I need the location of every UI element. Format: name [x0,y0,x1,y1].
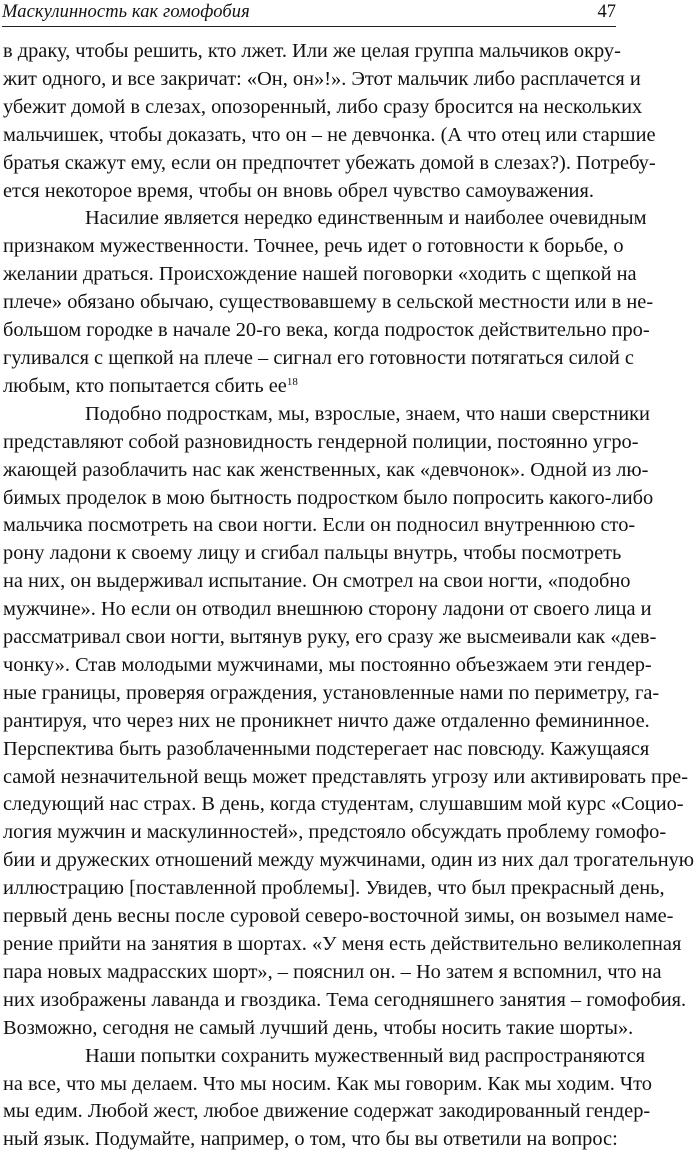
text-line: Подобно подросткам, мы, взрослые, знаем, что наши сверстники [85,402,650,425]
text-line: мужчине». Но если он отводил внешнюю сторону ладони от своего лица и [3,598,652,621]
text-line: братья скажут ему, если он предпочтет убежать домой в слезах?). Потребу- [3,151,656,174]
running-header [2,0,616,27]
text-line: убежит домой в слезах, опозоренный, либо сразу бросится на нескольких [3,95,643,118]
text-line: них изображены лаванда и гвоздика. Тема сегодняшнего занятия – гомофобия. [3,988,687,1011]
text-line: мальчишек, чтобы доказать, что он – не девчонка. (А что отец или старшие [3,123,656,146]
text-line: ный язык. Подумайте, например, о том, что бы вы ответили на вопрос: [3,1128,618,1151]
text-line: бимых проделок в мою бытность подростком было попросить какого-либо [3,486,654,509]
text-line: на все, что мы делаем. Что мы носим. Как мы говорим. Как мы ходим. Что [3,1072,652,1095]
text-line: самой незначительной вещь может представлять угрозу или активировать пре- [3,765,689,788]
text-line: Перспектива быть разоблаченными подстерегает нас повсюду. Кажущаяся [3,737,650,760]
text-line: иллюстрацию [поставленной проблемы]. Увидев, что был прекрасный день, [3,877,665,900]
text-line: Возможно, сегодня не самый лучший день, чтобы носить такие шорты». [3,1016,634,1039]
text-line: чонку». Став молодыми мужчинами, мы постоянно объезжаем эти гендер- [3,653,652,676]
text-line: бии и дружеских отношений между мужчинами, один из них дал трогательную [3,849,694,872]
text-line: следующий нас страх. В день, когда студентам, слушавшим мой курс «Социо- [3,793,684,816]
text-line: мальчика посмотреть на свои ногти. Если он подносил внутреннюю сто- [3,514,636,537]
text-line: в драку, чтобы решить, кто лжет. Или же целая группа мальчиков окру- [3,40,621,62]
text-line-content: любым, кто попытается сбить ее [3,374,287,397]
text-line: рантируя, что через них не проникнет ничто даже отдаленно фемининное. [3,709,650,732]
footnote-ref[interactable]: 18 [286,375,298,388]
text-line: первый день весны после суровой северо-восточной зимы, он возымел наме- [3,905,674,928]
text-line: плече» обязано обычаю, существовавшему в сельской местности или в не- [3,291,654,314]
text-line: рассматривал свои ногти, вытянув руку, его сразу же высмеивали как «дев- [3,626,657,649]
body-text [3,38,694,1154]
text-line: ется некоторое время, чтобы он вновь обрел чувство самоуважения. [3,179,594,202]
text-line: Насилие является нередко единственным и наиболее очевидным [85,207,647,230]
text-line: желании драться. Происхождение нашей поговорки «ходить с щепкой на [3,263,637,286]
text-line: жит одного, и все закричат: «Он, он»!». Этот мальчик либо расплачется и [3,67,641,90]
text-line: гуливался с щепкой на плече – сигнал его готовности потягаться силой с [3,346,634,369]
text-line-with-footnote [3,373,617,401]
text-line: на них, он выдерживал испытание. Он смотрел на свои ногти, «подобно [3,570,631,593]
text-line: признаком мужественности. Точнее, речь идет о готовности к борьбе, о [3,235,624,258]
page-number: 47 [597,2,616,22]
text-line: ные границы, проверяя ограждения, установленные нами по периметру, га- [3,681,660,704]
text-line: логия мужчин и маскулинностей», предстояло обсуждать проблему гомофо- [3,821,667,844]
text-line: пара новых мадрасских шорт», – пояснил он. – Но затем я вспомнил, что на [3,960,662,983]
text-line: мы едим. Любой жест, любое движение содержат закодированный гендер- [3,1100,651,1123]
text-line: представляют собой разновидность гендерной полиции, постоянно угро- [3,430,639,453]
text-line: рону ладони к своему лицу и сгибал пальцы внутрь, чтобы посмотреть [3,542,622,565]
text-line: жающей разоблачить нас как женственных, как «девчонок». Одной из лю- [3,458,649,481]
running-title: Маскулинность как гомофобия [2,2,250,22]
text-line: рение прийти на занятия в шортах. «У меня есть действительно великолепная [3,933,682,955]
text-line: большом городке в начале 20-го века, когда подросток действительно про- [3,319,650,342]
text-line: Наши попытки сохранить мужественный вид распространяются [85,1044,646,1067]
